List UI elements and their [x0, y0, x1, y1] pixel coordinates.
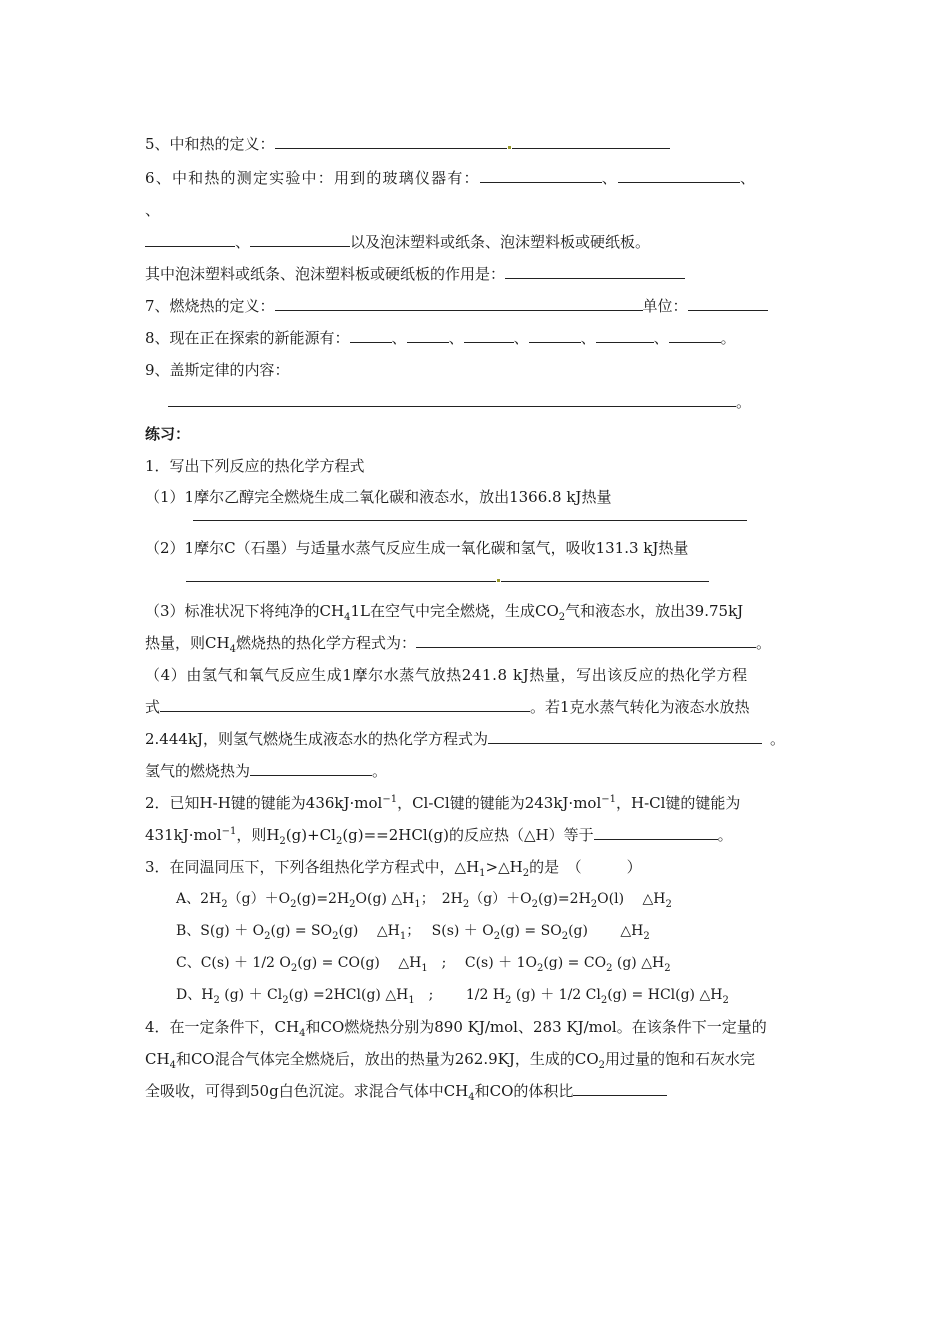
- opt-text: (g) = CO(g) △H: [297, 955, 422, 971]
- sub: 2: [558, 612, 566, 623]
- p3-option-d[interactable]: [176, 985, 729, 1005]
- p1-s1-blank[interactable]: [193, 506, 747, 521]
- sub: 2: [531, 898, 539, 910]
- period: 。: [770, 730, 786, 748]
- p1-s2-blank-line: [186, 567, 709, 587]
- separator: 、: [391, 329, 407, 347]
- opt-text: (g) = CO: [543, 955, 607, 971]
- p1-s3-blank[interactable]: [416, 633, 756, 648]
- opt-text: ; 1/2 H: [414, 987, 506, 1003]
- sub: 2: [665, 898, 672, 910]
- p1-s3-line-2: [145, 633, 771, 653]
- opt-text: （g）＋O: [469, 891, 532, 907]
- sub: 2: [561, 930, 569, 942]
- p3-option-a[interactable]: [176, 889, 672, 909]
- opt-text: C、C(s) ＋ 1/2 O: [176, 955, 291, 971]
- p3-option-c[interactable]: [176, 953, 671, 973]
- q8-end: 。: [720, 329, 736, 347]
- separator: 、: [448, 329, 464, 347]
- p1-s4b: 式: [145, 698, 161, 716]
- sub: 2: [606, 962, 613, 974]
- p1-s3e: 燃烧热的热化学方程式为：: [235, 634, 416, 652]
- p4-line: [145, 1017, 767, 1037]
- sup: −1: [601, 794, 616, 805]
- p3-line: [145, 857, 642, 877]
- p1-s3a: （3）标准状况下将纯净的CH: [145, 602, 345, 620]
- p2-a: 2．已知H-H键的键能为436kJ·mol: [145, 794, 383, 812]
- p1-s4d: 2.444kJ，则氢气燃烧生成液态水的热化学方程式为: [145, 730, 489, 748]
- sub: 2: [505, 994, 512, 1006]
- p4-blank[interactable]: [573, 1081, 667, 1096]
- p1-s4-line-2: [145, 697, 750, 717]
- sub: 4: [169, 1060, 176, 1071]
- p2-blank[interactable]: [594, 825, 718, 840]
- opt-text: (g) △H: [338, 923, 400, 939]
- sub: 1: [479, 868, 486, 879]
- q5-blank[interactable]: [275, 134, 507, 149]
- sub: 2: [536, 962, 544, 974]
- sub: 2: [722, 994, 729, 1006]
- p1-s2-blank[interactable]: [186, 567, 496, 582]
- p4-b: 和CO燃烧热分别为890 KJ/mol、283 KJ/mol。在该条件下一定量的: [305, 1018, 767, 1036]
- separator: 、: [513, 329, 529, 347]
- p2-d: 431kJ·mol: [145, 826, 222, 844]
- q6-blank-2[interactable]: [618, 168, 740, 183]
- q7-label: 7、燃烧热的定义：: [145, 297, 275, 315]
- p1-s4f: 氢气的燃烧热为: [145, 762, 251, 780]
- p1-s3-line: [145, 601, 743, 621]
- opt-text: (g) = HCl(g) △H: [607, 987, 723, 1003]
- mark-icon: [508, 146, 511, 149]
- p1-s4a: （4）由氢气和氧气反应生成1摩尔水蒸气放热241.8 kJ热量，写出该反应的热化学方程: [145, 666, 748, 684]
- separator: 、: [235, 233, 251, 251]
- p1-title: 1．写出下列反应的热化学方程式: [145, 457, 365, 475]
- p1-s3c: 气和液态水，放出39.75kJ: [565, 602, 744, 620]
- p4-f: 全吸收，可得到50g白色沉淀。求混合气体中CH: [145, 1082, 469, 1100]
- sub: 2: [590, 898, 598, 910]
- p4-g: 和CO的体积比: [474, 1082, 574, 1100]
- p4-line-3: [145, 1081, 667, 1101]
- p2-line-2: [145, 825, 733, 845]
- period: 。: [755, 634, 771, 652]
- q8-blank-2[interactable]: [407, 328, 449, 343]
- q6-blank-5[interactable]: [505, 264, 685, 279]
- q6-purpose: 其中泡沫塑料或纸条、泡沫塑料板或硬纸板的作用是：: [145, 265, 506, 283]
- q6-blank-3[interactable]: [145, 232, 235, 247]
- opt-text: (g) =2HCl(g) △H: [288, 987, 409, 1003]
- sub: 1: [421, 962, 428, 974]
- opt-text: B、S(g) ＋ O: [176, 923, 265, 939]
- sub: 2: [643, 930, 650, 942]
- q6-cont: 以及泡沫塑料或纸条、泡沫塑料板或硬纸板。: [350, 233, 651, 251]
- period: 。: [717, 826, 733, 844]
- p2-e: ，则H: [236, 826, 280, 844]
- sub: 2: [600, 994, 608, 1006]
- sub: 1: [399, 930, 407, 942]
- sub: 2: [462, 898, 470, 910]
- p4-a: 4．在一定条件下，CH: [145, 1018, 300, 1036]
- q8-label: 8、现在正在探索的新能源有：: [145, 329, 350, 347]
- separator: 、: [145, 201, 161, 219]
- q6-line: [145, 168, 756, 188]
- q7-line: [145, 296, 768, 316]
- opt-text: (g)=2H: [296, 891, 350, 907]
- q6-purpose-line: [145, 264, 685, 284]
- q5-line: [145, 134, 670, 154]
- p3-q2: >△H: [485, 858, 523, 876]
- p4-line-2: [145, 1049, 755, 1069]
- sub: 2: [264, 930, 271, 942]
- q8-blank-6[interactable]: [669, 328, 721, 343]
- q5-blank-2[interactable]: [512, 134, 670, 149]
- p3-option-b[interactable]: [176, 921, 650, 941]
- p3-q: 3．在同温同压下，下列各组热化学方程式中，△H: [145, 858, 480, 876]
- p1-s3d: 热量，则CH: [145, 634, 230, 652]
- sub: 2: [522, 868, 530, 879]
- opt-text: (g)=2H: [538, 891, 591, 907]
- p2-g: (g)==2HCl(g)的反应热（△H）等于: [342, 826, 594, 844]
- p2-c: ，H-Cl键的键能为: [616, 794, 741, 812]
- opt-text: ； 2H: [420, 891, 463, 907]
- opt-text: (g) ＋ Cl: [219, 987, 283, 1003]
- p1-s4-blank-1[interactable]: [160, 697, 530, 712]
- p4-d: 和CO混合气体完全燃烧后，放出的热量为262.9KJ，生成的CO: [175, 1050, 599, 1068]
- sub: 2: [290, 962, 298, 974]
- q9-answer-line: [168, 392, 751, 412]
- p3-q3: 的是 （ ）: [529, 858, 642, 876]
- opt-text: ; C(s) ＋ 1O: [427, 955, 537, 971]
- sup: −1: [382, 794, 398, 805]
- p2-b: ，Cl-Cl键的键能为243kJ·mol: [397, 794, 602, 812]
- q7-blank[interactable]: [275, 296, 643, 311]
- opt-text: (g) △H: [568, 923, 644, 939]
- opt-text: (g) = SO: [270, 923, 333, 939]
- sub: 2: [598, 1060, 606, 1071]
- p1-s3b: 1L在空气中完全燃烧，生成CO: [350, 602, 559, 620]
- sub: 2: [664, 962, 671, 974]
- sub: 1: [414, 898, 421, 910]
- q8-blank-4[interactable]: [529, 328, 581, 343]
- sub: 2: [279, 836, 286, 847]
- period: 。: [372, 762, 388, 780]
- p1-s4c: 。若1克水蒸气转化为液态水放热: [530, 698, 750, 716]
- p1-s4-blank-2[interactable]: [488, 729, 762, 744]
- q6-label: 6、中和热的测定实验中：用到的玻璃仪器有：: [145, 169, 480, 187]
- opt-text: A、2H: [176, 891, 222, 907]
- q6-blank-4[interactable]: [250, 232, 350, 247]
- mark-icon: [497, 579, 500, 582]
- practice-title: 练习：: [145, 425, 191, 443]
- sup: −1: [221, 826, 237, 837]
- p4-e: 用过量的饱和石灰水完: [605, 1050, 756, 1068]
- p1-s1: （1）1摩尔乙醇完全燃烧生成二氧化碳和液态水，放出1366.8 kJ热量: [145, 488, 612, 506]
- sub: 2: [290, 898, 297, 910]
- p2-f: (g)+Cl: [285, 826, 336, 844]
- q9-line: [145, 360, 290, 380]
- sub: 1: [408, 994, 415, 1006]
- sub: 4: [344, 612, 351, 623]
- p1-s4-line-3: [145, 729, 785, 749]
- sub: 4: [299, 1028, 306, 1039]
- sub: 2: [332, 930, 339, 942]
- sub: 2: [221, 898, 228, 910]
- q9-blank[interactable]: [168, 392, 736, 407]
- opt-text: D、H: [176, 987, 214, 1003]
- sub: 2: [213, 994, 220, 1006]
- opt-text: (g) △H: [612, 955, 665, 971]
- opt-text: （g）＋O: [227, 891, 291, 907]
- p1-s1-blank-line: [193, 506, 747, 526]
- p2-line: [145, 793, 740, 813]
- opt-text: O(g) △H: [355, 891, 415, 907]
- p1-s4-line: [145, 665, 748, 685]
- p4-c: CH: [145, 1050, 170, 1068]
- sub: 4: [229, 644, 236, 655]
- opt-text: O(l) △H: [597, 891, 666, 907]
- separator: 、: [653, 329, 669, 347]
- sub: 2: [282, 994, 289, 1006]
- q6-cont-line: [145, 232, 650, 252]
- separator: 、: [580, 329, 596, 347]
- sub: 2: [349, 898, 356, 910]
- sub: 2: [335, 836, 343, 847]
- p1-s2-blank-2[interactable]: [501, 567, 709, 582]
- q7-unit: 单位：: [642, 297, 688, 315]
- q6-blank-1[interactable]: [480, 168, 602, 183]
- p1-s4-line-4: [145, 761, 387, 781]
- sub: 2: [493, 930, 501, 942]
- opt-text: ； S(s) ＋ O: [406, 923, 494, 939]
- opt-text: (g) ＋ 1/2 Cl: [511, 987, 601, 1003]
- q8-blank-5[interactable]: [596, 328, 654, 343]
- sub: 4: [468, 1092, 475, 1103]
- separator: 、: [601, 169, 618, 187]
- q5-label: 5、中和热的定义：: [145, 135, 275, 153]
- q9-end: 。: [736, 393, 752, 411]
- opt-text: (g) = SO: [500, 923, 562, 939]
- p1-s2: （2）1摩尔C（石墨）与适量水蒸气反应生成一氧化碳和氢气，吸收131.3 kJ热量: [145, 539, 689, 557]
- q9-label: 9、盖斯定律的内容：: [145, 361, 290, 379]
- q8-line: [145, 328, 736, 348]
- q8-blank-1[interactable]: [350, 328, 392, 343]
- p1-s4-blank-3[interactable]: [250, 761, 372, 776]
- q6-sep-line: [145, 200, 160, 220]
- separator: 、: [739, 169, 757, 187]
- q8-blank-3[interactable]: [464, 328, 514, 343]
- q7-unit-blank[interactable]: [688, 296, 768, 311]
